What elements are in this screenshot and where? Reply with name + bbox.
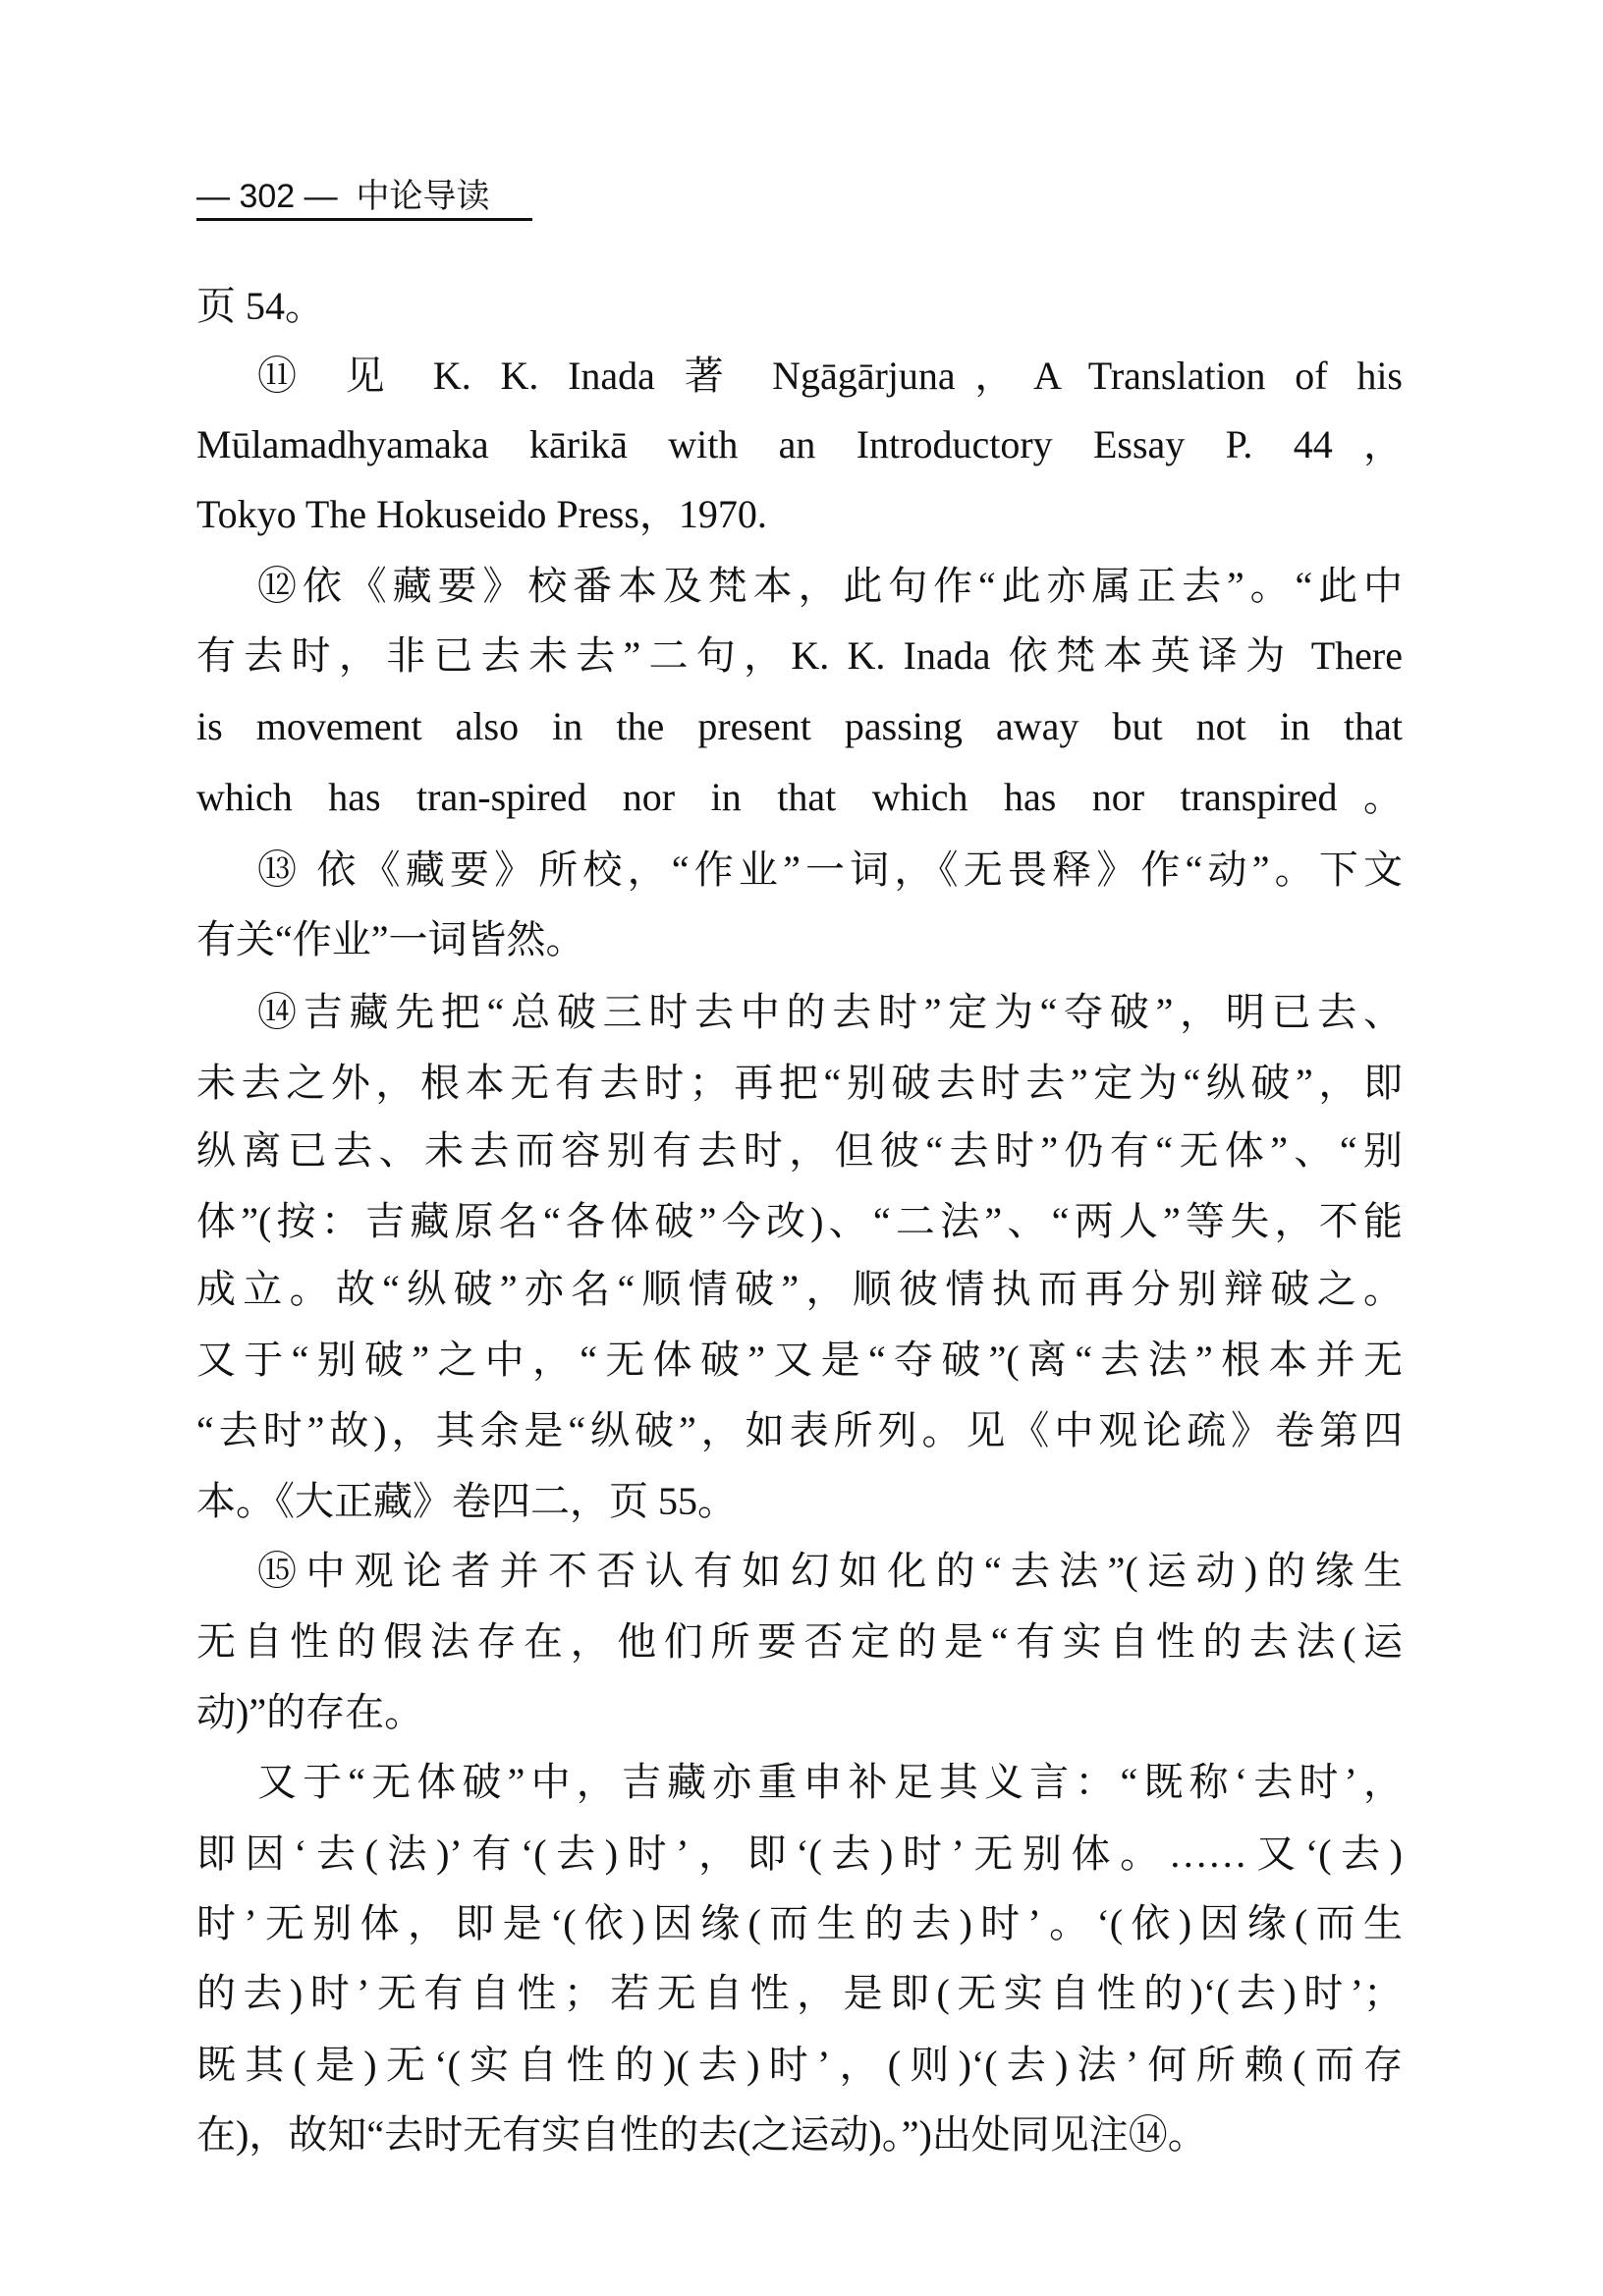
text-line: 未去之外，根本无有去时；再把“别破去时去”定为“纵破”，即 (196, 1061, 1403, 1105)
text-line: 本。《大正藏》卷四二，页 55。 (196, 1479, 737, 1523)
text-line: 又于“别破”之中，“无体破”又是“夺破”(离“去法”根本并无 (196, 1338, 1403, 1382)
text-line: 有关“作业”一词皆然。 (196, 917, 585, 961)
text-line: Tokyo The Hokuseido Press，1970. (196, 492, 767, 536)
text-line: ⑮中观论者并不否认有如幻如化的“去法”(运动)的缘生 (257, 1549, 1403, 1593)
text-line: 成立。故“纵破”亦名“顺情破”，顺彼情执而再分别辩破之。 (196, 1267, 1403, 1311)
text-line: ⑬ 依《藏要》所校，“作业”一词，《无畏释》作“动”。下文 (257, 847, 1403, 892)
text-line: 即因‘去(法)’有‘(去)时’，即‘(去)时’无别体。……又‘(去) (196, 1831, 1403, 1876)
text-line: 无自性的假法存在，他们所要否定的是“有实自性的去法(运 (196, 1619, 1403, 1664)
text-line: which has tran-spired nor in that which has nor transpired。 (196, 775, 1403, 819)
text-line: 的去)时’无有自性；若无自性，是即(无实自性的)‘(去)时’； (196, 1971, 1403, 2015)
text-line: 又于“无体破”中，吉藏亦重申补足其义言：“既称‘去时’， (257, 1760, 1403, 1804)
text-line: 纵离已去、未去而容别有去时，但彼“去时”仍有“无体”、“别 (196, 1128, 1403, 1173)
text-line: ⑭吉藏先把“总破三时去中的去时”定为“夺破”，明已去、 (257, 990, 1403, 1034)
page-number: — 302 — (196, 178, 338, 215)
text-line: “去时”故)，其余是“纵破”，如表所列。见《中观论疏》卷第四 (196, 1408, 1403, 1452)
book-title: 中论导读 (356, 178, 490, 215)
text-line: 在)，故知“去时无有实自性的去(之运动)。”)出处同见注⑭。 (196, 2112, 1207, 2157)
text-line: ⑪ 见 K. K. Inada 著 Ngāgārjuna，A Translation of his (257, 354, 1403, 398)
text-line: 时’无别体，即是‘(依)因缘(而生的去)时’。‘(依)因缘(而生 (196, 1901, 1403, 1945)
text-line: 既其(是)无‘(实自性的)(去)时’，(则)‘(去)法’何所赖(而存 (196, 2043, 1403, 2087)
running-header (196, 169, 490, 217)
text-line: 有去时，非已去未去”二句，K. K. Inada 依梵本英译为 There (196, 633, 1403, 678)
text-line: Mūlamadhyamaka kārikā with an Introductory Essay P. 44， (196, 422, 1403, 466)
text-line: 动)”的存在。 (196, 1690, 424, 1734)
text-line: 体”(按：吉藏原名“各体破”今改)、“二法”、“两人”等失，不能 (196, 1199, 1403, 1243)
text-line: 页 54。 (196, 284, 324, 328)
text-line: is movement also in the present passing away but not in that (196, 704, 1403, 748)
text-line: ⑫依《藏要》校番本及梵本，此句作“此亦属正去”。“此中 (257, 564, 1403, 608)
header-rule (196, 218, 532, 221)
